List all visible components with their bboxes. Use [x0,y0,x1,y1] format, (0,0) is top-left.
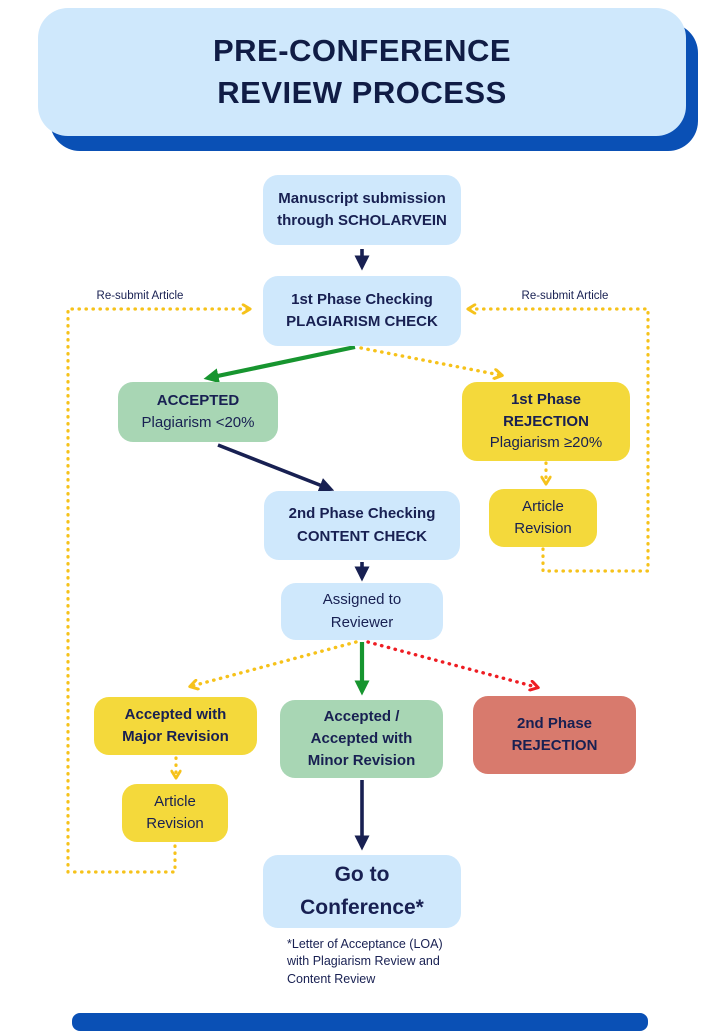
node-assigned-reviewer [281,583,443,640]
arrow-assigned-major [192,642,356,686]
arrow-phase1-accepted [208,347,355,378]
node-text: Assigned to [322,591,402,608]
node-text: CONTENT CHECK [297,527,427,545]
footnote [287,936,487,988]
node-phase2-rejection [473,696,636,774]
node-text: Minor Revision [307,751,416,769]
node-text: ACCEPTED [156,391,240,409]
node-phase1-checking [263,276,461,346]
node-text: through SCHOLARVEIN [277,212,447,229]
node-manuscript-submission [263,175,461,245]
node-text: Accepted / [323,708,400,726]
node-text: Major Revision [122,728,229,745]
node-text: Plagiarism ≥20% [489,434,603,452]
arrow-phase1-rejection1 [361,348,500,375]
node-accepted-major-revision [94,697,257,755]
node-text: 1st Phase Checking [291,290,433,308]
node-text: Revision [514,520,572,537]
node-text: REJECTION [511,737,598,754]
node-text: Manuscript submission [278,189,446,207]
node-phase1-rejection [462,382,630,461]
node-text: Plagiarism <20% [141,414,255,431]
node-text: Article [522,497,564,515]
footnote-line2: with Plagiarism Review and [287,954,440,969]
node-text: 1st Phase [510,390,582,408]
label-resubmit-right: Re-submit Article [521,290,609,302]
node-text: 2nd Phase Checking [288,505,436,522]
page-title-line1: PRE-CONFERENCE [212,33,512,69]
footer-bar [72,1013,648,1031]
footnote-line1: *Letter of Acceptance (LOA) [287,937,443,951]
node-text: Accepted with [124,705,227,723]
arrow-assigned-rejection2 [368,642,536,687]
node-phase2-checking [264,491,460,560]
node-accepted [118,382,278,442]
node-text: Revision [146,815,204,832]
node-accepted-minor-revision [280,700,443,778]
node-article-revision-right [489,489,597,547]
node-text: Go to [334,862,390,886]
arrow-accepted-phase2 [218,445,330,489]
node-article-revision-left [122,784,228,842]
page-title-line2: REVIEW PROCESS [217,75,507,110]
node-text: Reviewer [330,613,394,631]
node-go-to-conference [263,855,461,928]
node-text: PLAGIARISM CHECK [286,313,438,330]
node-text: Conference* [300,895,424,919]
node-text: REJECTION [503,412,589,430]
node-text: Article [154,792,196,810]
label-resubmit-left: Re-submit Article [96,290,184,302]
node-text: Accepted with [310,730,413,748]
title-card [38,8,686,136]
node-text: 2nd Phase [516,714,593,732]
footnote-line3: Content Review [287,971,376,986]
